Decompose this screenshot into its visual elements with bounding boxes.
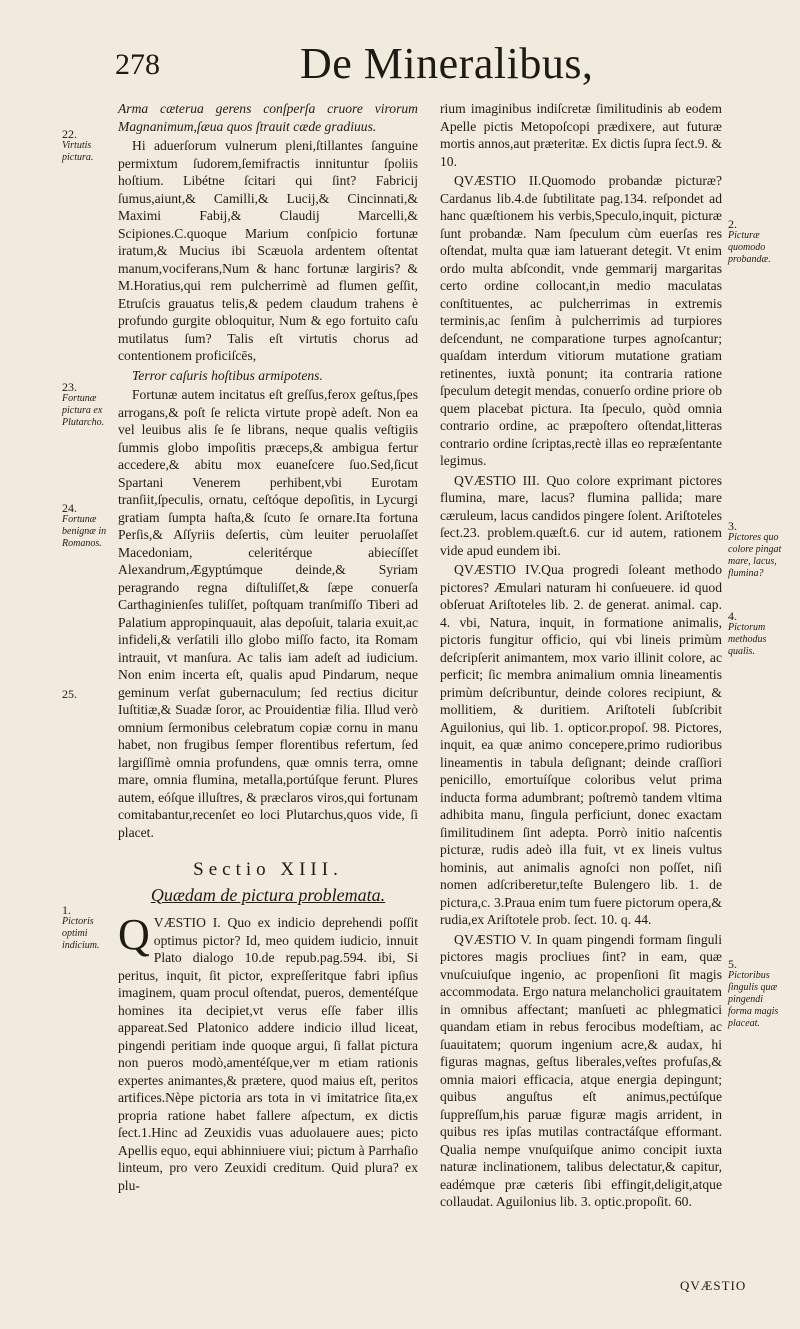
margin-note-number: 23. xyxy=(62,380,77,394)
verse-quote: Arma cæterua gerens conſperſa cruore virorum Magnanimum,ſæua quos ſtrauit cæde gradiuus. xyxy=(118,101,418,134)
drop-cap: Q xyxy=(118,910,150,959)
margin-note-5 xyxy=(728,958,788,1030)
left-column xyxy=(118,100,418,1196)
paragraph-continued: rium imaginibus indiſcretæ ſimilitudinis ab eodem Apelle pictis Metopoſcopi prædixere, aut futuræ mortis annos,aut præteritæ. Ex dictis ſupra ſect.9. & 10. xyxy=(440,101,722,169)
running-title: De Mineralibus, xyxy=(300,39,594,88)
margin-note-number: 24. xyxy=(62,501,77,515)
margin-note-text: Pictoribus ſingulis quæ pingendi forma magis placeat. xyxy=(728,970,779,1029)
verse-line: Terror caſuris hoſtibus armipotens. xyxy=(132,367,323,383)
margin-note-text: Virtutis pictura. xyxy=(62,140,94,163)
margin-note-1 xyxy=(62,904,114,952)
paragraph-quaestio-5: QVÆSTIO V. In quam pingendi formam ſinguli pictores magis procliues ſint? in eam, quæ vnuſcuiuſque ingenio, ac propenſioni ſit magis accommodata. Ergo natura melancholici grauitatem in omnibus affectant; manſueti ac phlegmatici quandam etiam in rebus ferocibus modeſtiam, ac ſuauitatem; quorum ingenium acre,& audax, hi figuras magnas, geſtus liberales,veſtes profuſas,& omnia maiori efficacia, atque energia depingunt; quibus anguſtus eſt animus,pectúſque ſuppreſſum,his paruæ figuræ magis arrident, in quibus res ipſas mutilas contractáſque efformant. Qualia nempe vnuſquiſque animo concipit iuxta naturæ inclinationem, talibus delectatur,& capitur, eadémque præ cæteris ſibi effingit,deligit,atque collaudat. Aguilonius lib. 3. optic.propoſit. 60. xyxy=(440,931,722,1209)
quaestio-1-text: VÆSTIO I. Quo ex indicio deprehendi poſſit optimus pictor? Id, meo quidem iudicio, innuit Plato dialogo 10.de repub.pag.594. ibi, Si peritus, inquit, ſit pictor, expreſſeritque fabri ipſius imaginem, quam procul oſtendat, pueros, dementéſque homines ita decipiet,vt verus eſſe faber illis appareat.Sed Platonico addere indicio illud liceat, pingendi peritiam inde quoque argui, ſi fallat pictura non pueros modò,amentéſque,ver m etiam rationis expertes animantes,& prætere, quod maius eſt, peritos artifices.Nèpe pictoria ars tota in vi imitatrice ſita,ex propria ratione habet fallere aſpectum, ex dictis ſect.1.Hinc ad Zeuxidis vuas aduolauere aues; picto Apellis equo, equi abhinniuere viui; pictum à Parrhaſio linteum, pro vero Zeuxidi creditum. Quid plura? ex plu- xyxy=(118,915,418,1193)
margin-note-3 xyxy=(728,520,788,580)
margin-note-number: 2. xyxy=(728,217,737,231)
section-subtitle: Quædam de pictura problemata. xyxy=(150,884,386,905)
margin-note-number: 3. xyxy=(728,519,737,533)
paragraph-quaestio-1 xyxy=(118,910,418,1194)
margin-note-number: 5. xyxy=(728,957,737,971)
paragraph-fortune: Fortunæ autem incitatus eſt greſſus,ferox geſtus,ſpes arrogans,& poſt ſe relicta virtute propè adeſt. Non ea vel leuibus alis ſe ſe librans, neque qualis veſtigiis ſummis globo impoſitis præceps,& ambigua fertur accedere,& abitu mox euaneſcere ſuo.Sed,ſicut Spartani Venerem perhibent,vbi Eurotam tranſiit,ſpeculis, ornatu, ceſtóque depoſitis, in Lycurgi gratiam ſumpta haſta,& ſcuto ſe ornare.Ita fortuna Perſis,& Aſſyriis deſertis, cùm leuiter peruolaſſet Macedoniam, celeritérque abiecíſſet Alexandrum,Ægyptúmque deinde,& Syriam peragrando regna diſtuliſſet,& ſæpe conuerſa Carthaginienſes tuliſſet, poſtquam tranſmiſſo Tiberi ad Palatium appropinquauit, alas depoſuit, talaria exuit,ac infideli,& verſatili illo globo miſſo facto, ita Romam intrauit, vt manſura. Ac talis iam adeſt ad iudicium. Non enim incerta eſt, qualis apud Pindarum, neque geminum verſat gubernaculum; ſed rectius dicitur Iuſtitiæ,& Suadæ ſoror, ac Prouidentiæ filia. Illud verò omnium ſermonibus celebratum copiæ cornu in manu habet, non frugibus ſemper florentibus refertum, ſed largiſſimè omnia profundens, quæ omnis terra, omne mare, omnia flumina, metalla,portúſque ferunt. Plures autem, eóſque illuſtres, & præclaros viros,qui fortunam comitabantur,recenſet eo loci Plutarchus,quos vide, ſi placet. xyxy=(118,387,418,840)
paragraph-quaestio-2: QVÆSTIO II.Quomodo probandæ picturæ? Cardanus lib.4.de ſubtilitate pag.134. reſpondet ad hanc quæſtionem his verbis,Speculo,inquit, picturæ ſunt probandæ. Nam ſpeculum cùm euerſas res oſtendat, multa quæ iam latuerant detegit. Vt enim ordo multa abſcondit, vnde gemmarij margaritas certo ordine collocant,in medio maculatas conſtituentes, ac pulcherrimas in extremis terminis,ac ſenſim à pulcherrimis ad turpiores deſcendunt, ne comparatione turpes agnoſcantur; quaſdam interdum vitiorum mutatione gratiam retinentes, iuxtà ponunt; ita contraria ratione ſpeculum detegit mendas, conuerſo ordine priore ob quem placebat pictura. Ita ſpeculo, quòd omnia contrario ordine, ac præpoſtero oſtendat,litteras contrario ordine ſcriptas,rectè illas eo repræſentante legimus. xyxy=(440,173,722,468)
margin-note-24 xyxy=(62,502,114,550)
margin-note-text: Pictorum methodus qualis. xyxy=(728,622,767,657)
margin-note-22 xyxy=(62,128,114,164)
margin-note-text: Picturæ quomodo probandæ. xyxy=(728,230,771,265)
margin-note-text: Fortunæ pictura ex Plutarcho. xyxy=(62,393,105,428)
margin-note-number: 4. xyxy=(728,609,737,623)
margin-note-text: Fortunæ benignæ in Romanos. xyxy=(62,514,107,549)
catchword: QVÆSTIO xyxy=(680,1278,747,1293)
page-header xyxy=(0,38,800,98)
margin-note-number: 22. xyxy=(62,127,77,141)
margin-note-4 xyxy=(728,610,788,658)
margin-note-text: Pictoris optimi indicium. xyxy=(62,916,100,951)
paragraph-quaestio-4: QVÆSTIO IV.Qua progredi ſoleant methodo pictores? Æmulari naturam hi conſueuere. id quod obſeruat Ariſtoteles lib. 2. de generat. animal. cap. 4. vbi, Natura, inquit, in formatione animalis, pictoris fungitur officio, qui vbi lineis primùm deſcripſerit animantem, mox vario illinit colore, ac perficit; ſic membra animalium omnia lineamentis primùm deſcribuntur, deinde colores recipiunt, & mollitiem, & duritiem. Ariſtoteli ſubſcribit Aguilonius, qui lib. 1. opticor.propoſ. 98. Pictores, inquit, ea quæ animo concepere,primo rudioribus lineamentis in tabula deſignant; deinde craſſiori penicillo, emortuíſque coloribus velut prima inducta forma adumbrant; poſtremò tandem vltima adhibita manu, ſingula perficiunt, donec exactam ſimilitudinem ſint adepta. Porrò initio naſcentis picturæ, rudis adeò illa fuit, vt ex lineis vultus hominis, aut animalis agnoſci non poſſet, niſi nomen adſcriberetur,teſte Bulengero lib. 1. de pictura,c. 3.Praua enim tum fuere pictorum opera,& rudia,ex Ariſtotele prob. ſect. 10. q. 44. xyxy=(440,562,722,927)
margin-note-23 xyxy=(62,381,114,429)
margin-note-25 xyxy=(62,688,114,700)
paragraph-virtue: Hi aduerſorum vulnerum pleni,ſtillantes ſanguine permixtum ſudorem,ſemifractis innituntur ſpoliis hoſtium. Libétne ſcitari qui ſint? Fabricij ſumus,aiunt,& Camilli,& Lucij,& Cincinnati,& Maximi Fabij,& Claudij Marcelli,& Scipiones.C.quoque Marium conſpicio fortunæ iratum,& Mucius ibi Scæuola ardentem oſtentat manum,vociferans,Num & hanc fortunæ largiris? & M.Horatius,qui rem pulcherrimè ad flumen geſſit, Etruſcis grauatus telis,& pedem claudum trahens è profundo gurgite obloquitur, Num & ego fortuito caſu mutilatus ſum? Talis eſt virtutis chorus ad contentionem proficiſcēs, xyxy=(118,138,418,363)
margin-note-number: 1. xyxy=(62,903,71,917)
page-number: 278 xyxy=(115,48,160,81)
section-heading: Sectio XIII. xyxy=(193,859,343,880)
right-column xyxy=(440,100,722,1213)
paragraph-quaestio-3: QVÆSTIO III. Quo colore exprimant pictores flumina, mare, lacus? flumina pallida; mare cæruleum, lacus candidos pingere ſolent. Ariſtoteles ſect.23. problem.quæſt.6. cur id autem, rationem vide apud eundem ibi. xyxy=(440,472,722,558)
margin-note-2 xyxy=(728,218,788,266)
margin-note-text: Pictores quo colore pingat mare, lacus, flumina? xyxy=(728,532,782,579)
margin-note-number: 25. xyxy=(62,687,77,701)
